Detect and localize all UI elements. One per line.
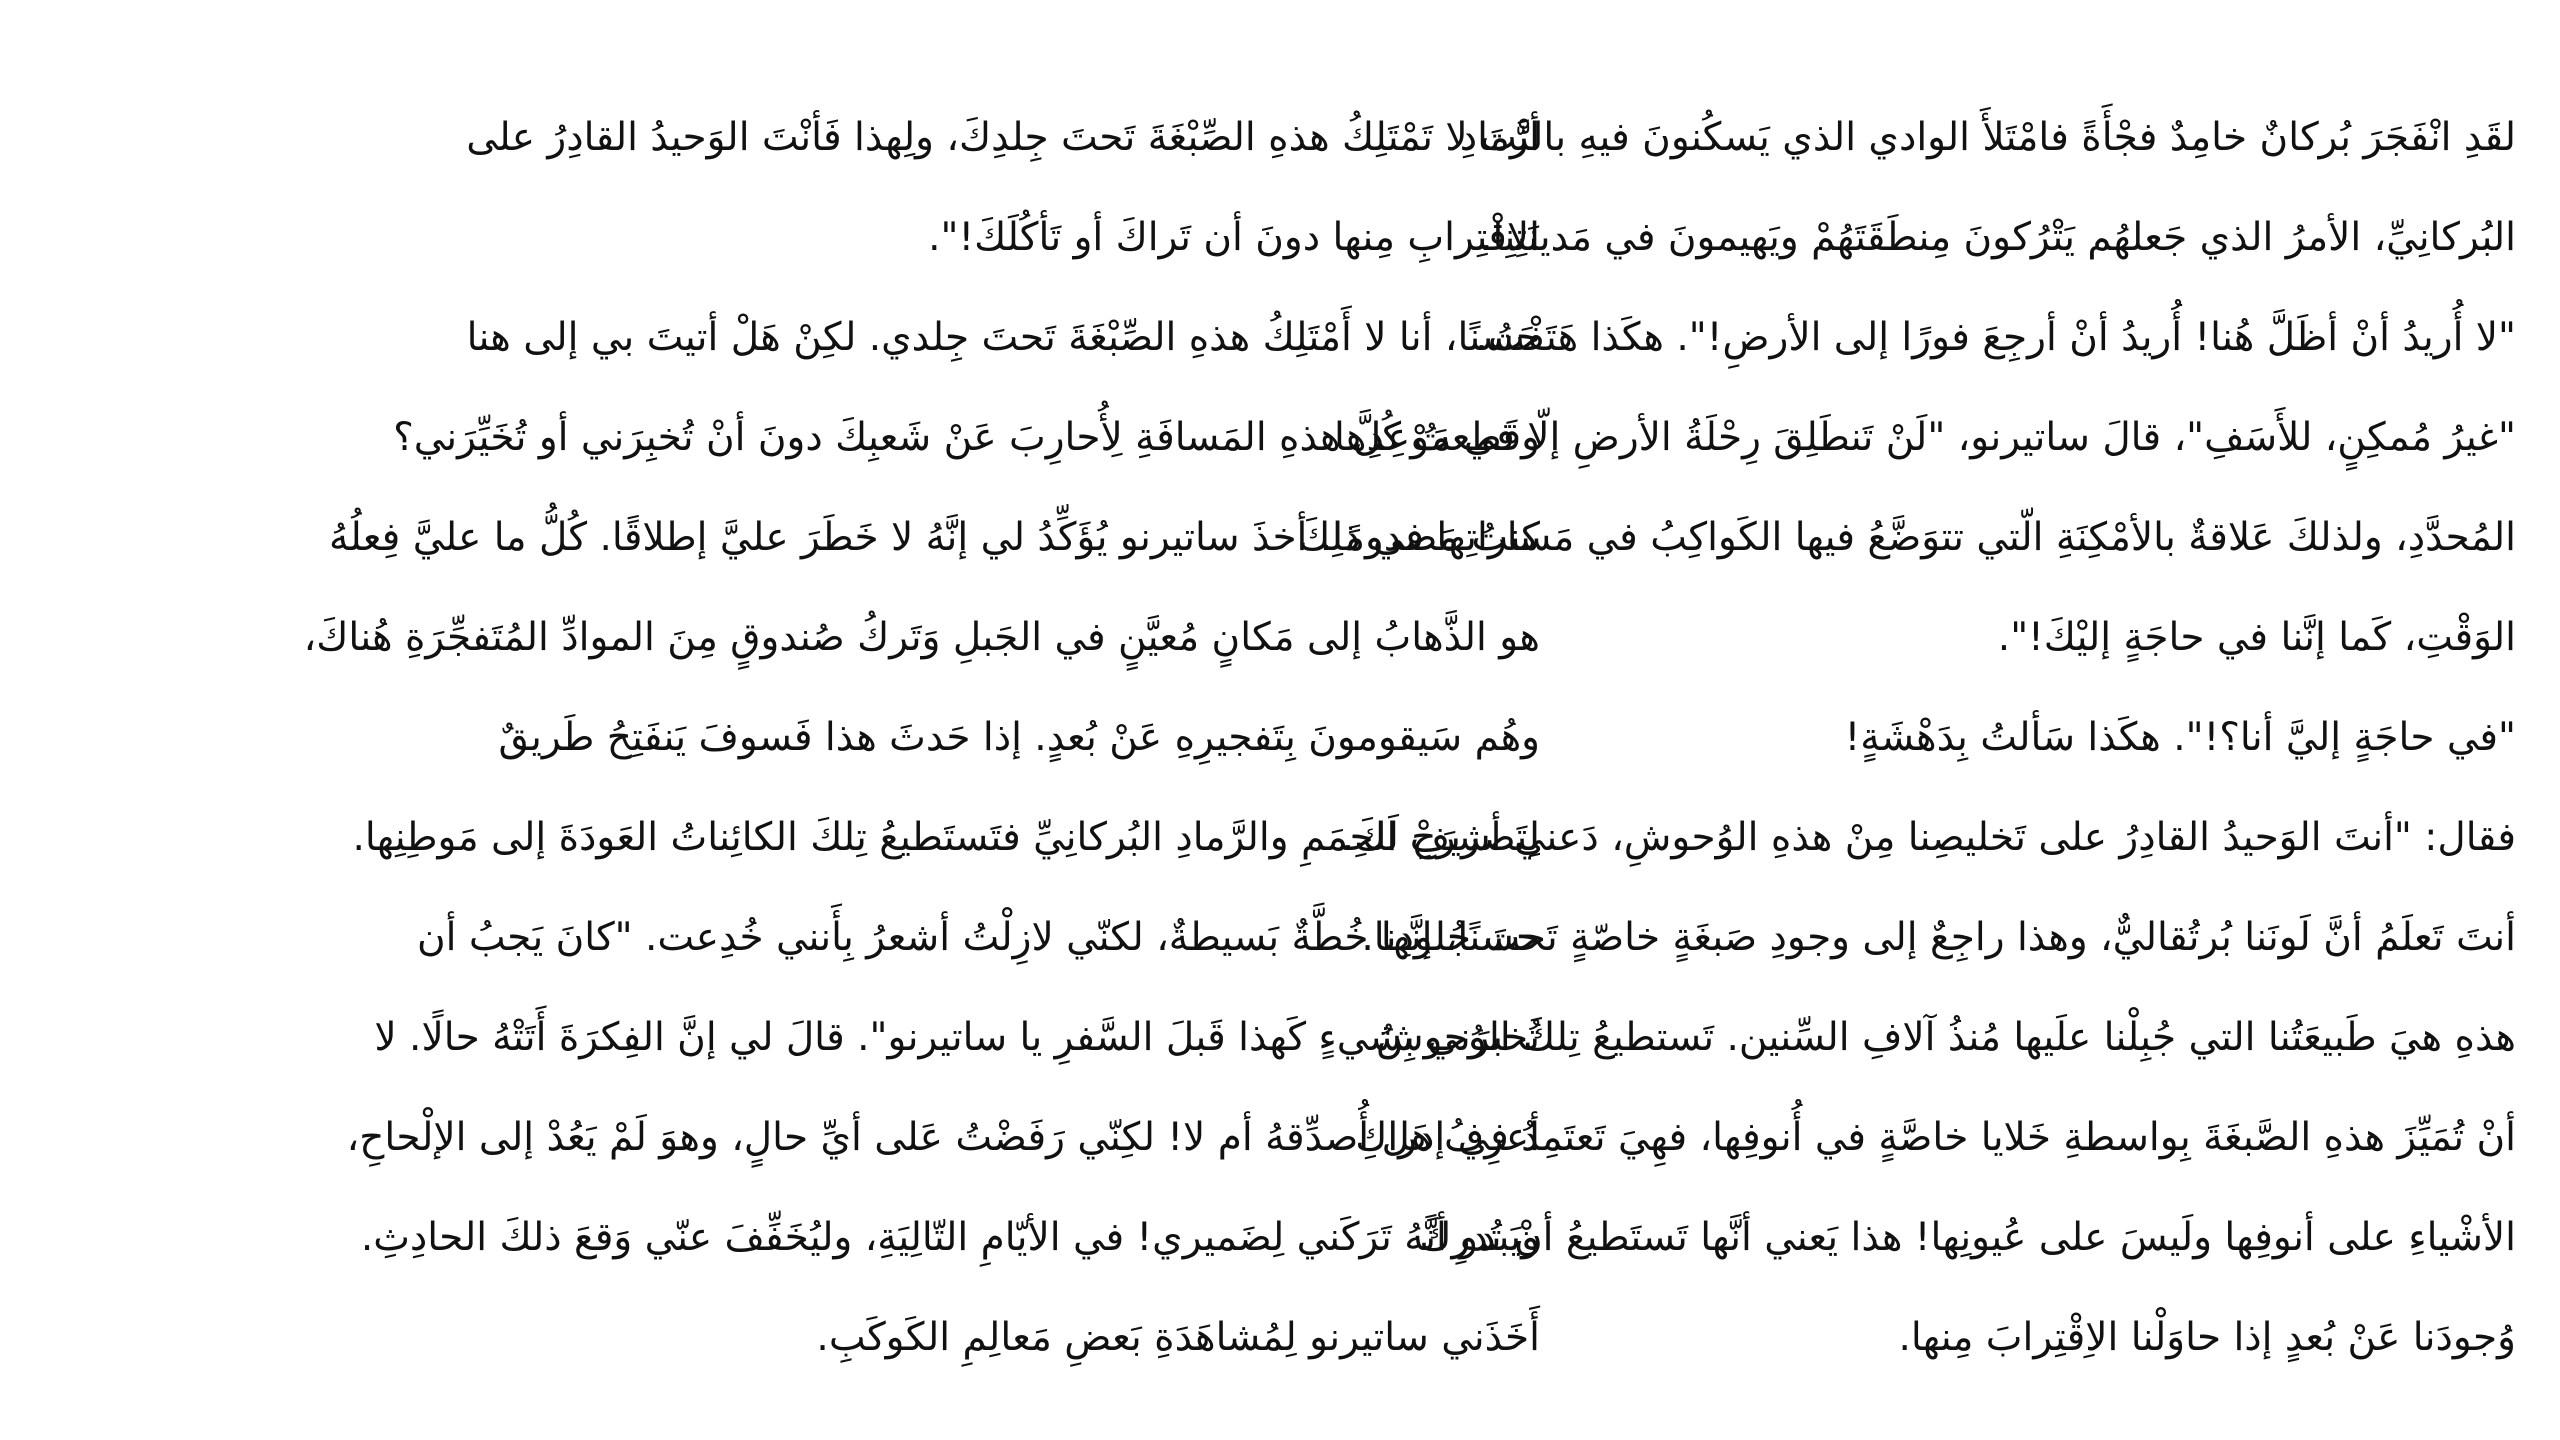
text-line: وقَطعتُ كُلَّ هذهِ المَسافَةِ لِأُحارِبَ عَنْ شَعبِكَ دونَ أنْ تُخبِرَني أو تُخَيِّرَني؟ xyxy=(393,415,1540,460)
text-line: هذهِ هيَ طَبيعَتُنا التي جُبِلْنا علَيها مُنذُ آلافِ السِّنين. تَستطيعُ تِلكَ الوُحوشُ xyxy=(1375,1015,2516,1060)
text-line: لِتَصريفِ الحِمَمِ والرَّمادِ البُركانِيِّ فتَستَطيعُ تِلكَ الكائِناتُ العَودَةَ إلى مَوطِنِها. xyxy=(352,815,1540,860)
text-line: الأشْياءِ على أنوفِها ولَيسَ على عُيونِها! هذا يَعني أنَّها تَستَطيعُ أنْ تُدرِكَ xyxy=(1419,1215,2516,1260)
text-line: أَخَذَني ساتيرنو لِمُشاهَدَةِ بَعضِ مَعالِمِ الكَوكَبِ. xyxy=(816,1315,1540,1360)
text-line: وهُم سَيقومونَ بِتَفجيرِهِ عَنْ بُعدٍ. إذا حَدثَ هذا فَسوفَ يَنفَتِحُ طَريقٌ xyxy=(498,715,1540,760)
text-line: البُركانِيِّ، الأمرُ الذي جَعلهُم يَتْرُكونَ مِنطَقَتَهُمْ ويَهيمونَ في مَدينَتِنا. xyxy=(1480,215,2516,260)
text-line: المُحدَّدِ، ولذلكَ عَلاقةٌ بالأمْكِنَةِ الّتي تتوَضَّعُ فيها الكَواكِبُ في مَساراتِها في ذلِكَ xyxy=(1298,515,2516,560)
text-line: "لا أُريدُ أنْ أظَلَّ هُنا! أُريدُ أنْ أرجِعَ فورًا إلى الأرضِ!". هكَذا هَتَفْتُ. xyxy=(1475,315,2516,360)
text-line: أنتَ تَعلَمُ أنَّ لَونَنا بُرتُقاليٌّ، وهذا راجِعٌ إلى وجودِ صَبغَةٍ خاصّةٍ تَحتَ جُلودِنا. xyxy=(1361,915,2516,960)
text-line: تُخبرَني بِشيءٍ كَهذا قَبلَ السَّفرِ يا ساتيرنو". قالَ لي إنَّ الفِكرَةَ أَتَتْهُ حالًا. لا xyxy=(374,1015,1540,1060)
text-line: هو الذَّهابُ إلى مَكانٍ مُعيَّنٍ في الجَبلِ وَتَركُ صُندوقٍ مِنَ الموادِّ المُتَفجِّرَةِ هُناكَ، xyxy=(303,615,1540,660)
text-line: الوَقْتِ، كَما إنَّنا في حاجَةٍ إليْكَ!". xyxy=(1997,615,2516,660)
text-line: "في حاجَةٍ إليَّ أنا؟!". هكَذا سَألتُ بِدَهْشَةٍ! xyxy=(1844,715,2516,760)
right-text-column xyxy=(1298,88,2516,1388)
text-line: أنْتَ لا تَمْتَلِكُ هذهِ الصِّبْغَةَ تَحتَ جِلدِكَ، ولِهذا فَأنْتَ الوَحيدُ القادِرُ على xyxy=(466,115,1540,160)
left-text-column xyxy=(303,88,1540,1388)
text-line: الاِقْتِرابِ مِنها دونَ أن تَراكَ أو تَأكُلَكَ!". xyxy=(928,215,1540,260)
text-line: أعرِفُ هَل أُصدِّقهُ أم لا! لكِنّي رَفَضْتُ عَلى أيِّ حالٍ، وهوَ لَمْ يَعُدْ إلى الإلْحاحِ، xyxy=(346,1115,1540,1160)
text-line: أنْ تُمَيِّزَ هذهِ الصَّبغَةَ بِواسطةِ خَلايا خاصَّةٍ في أُنوفِها، فهِيَ تَعتَمِدُ في إدراكِ xyxy=(1355,1115,2516,1160)
text-line: "غيرُ مُمكِنٍ، للأَسَفِ"، قالَ ساتيرنو، "لَنْ تَنطَلِقَ رِحْلَةُ الأرضِ إلّا في مَوْعِدِها xyxy=(1334,415,2516,460)
text-line: حَسنًا، أنا لا أَمْتَلِكُ هذهِ الصِّبْغَةَ تَحتَ جِلدي. لكِنْ هَلْ أتيتَ بي إلى هنا xyxy=(466,315,1540,360)
text-line: كنتُ مَصدومًا. أخذَ ساتيرنو يُؤَكِّدُ لي إنَّهُ لا خَطَرَ عليَّ إطلاقًا. كُلُّ ما عليَّ فِعلُهُ xyxy=(329,515,1540,560)
text-line: فقال: "أنتَ الوَحيدُ القادِرُ على تَخليصِنا مِنْ هذهِ الوُحوشِ، دَعني أشرَحْ لَكَ. xyxy=(1341,815,2516,860)
text-line: وُجودَنا عَنْ بُعدٍ إذا حاوَلْنا الاِقْتِرابَ مِنها. xyxy=(1898,1315,2516,1360)
text-line: ويَبدو أنَّهُ تَرَكَني لِضَميري! في الأيّامِ التّالِيَةِ، وليُخَفِّفَ عنّي وَقعَ ذلكَ الحادِثِ. xyxy=(360,1215,1540,1260)
text-line: حسنًا، إنَّها خُطَّةٌ بَسيطةٌ، لكنّي لازِلْتُ أشعرُ بِأَنني خُدِعت. "كانَ يَجبُ أن xyxy=(416,915,1540,960)
text-line: لقَدِ انْفَجَرَ بُركانٌ خامِدٌ فجْأَةً فامْتَلأَ الوادي الذي يَسكُنونَ فيهِ بالرَّمادِ xyxy=(1459,115,2516,160)
